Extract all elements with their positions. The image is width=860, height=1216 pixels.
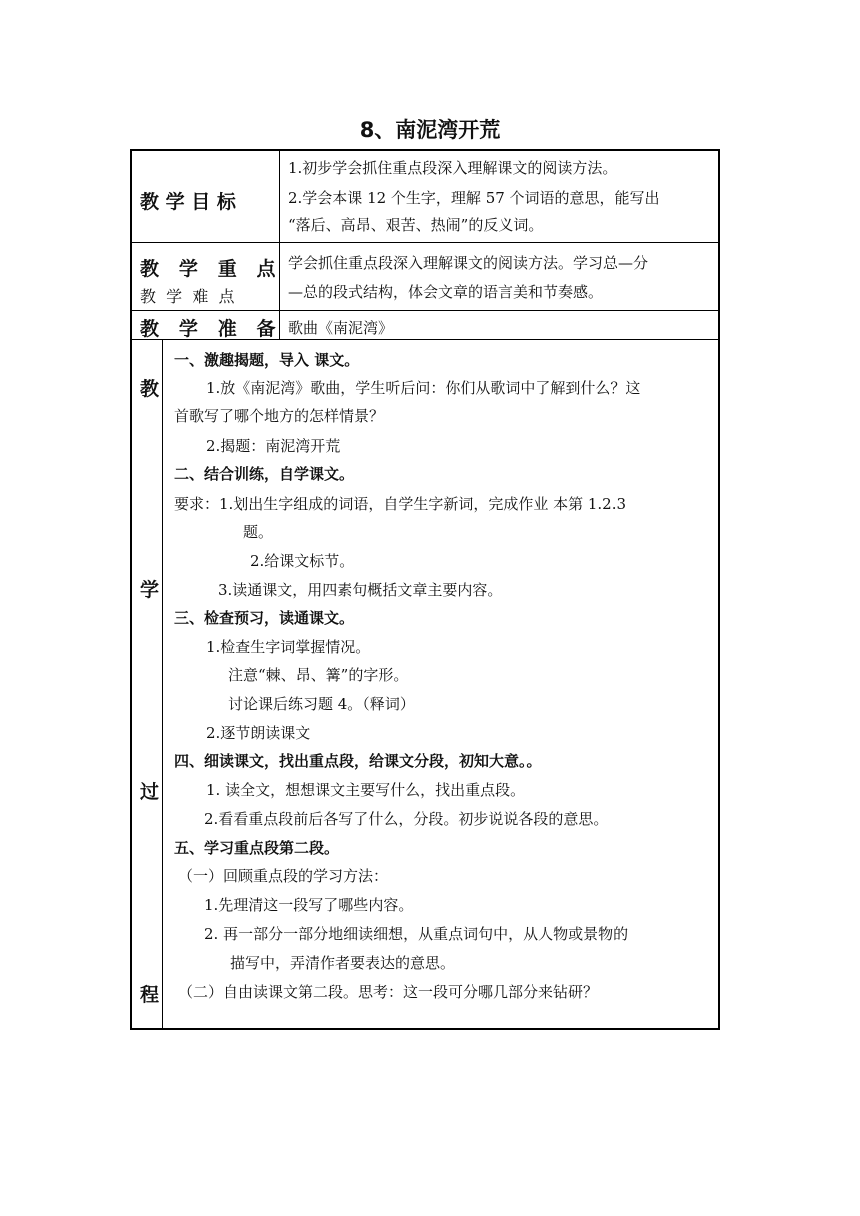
process-label-char: 教	[140, 378, 160, 400]
process-line: 2.给课文标节。	[250, 552, 355, 570]
objectives-label: 教 学 目 标	[140, 191, 236, 213]
process-line: （一）回顾重点段的学习方法：	[178, 867, 389, 885]
preparation-label: 教 学 准 备	[140, 318, 276, 340]
section-heading: 四、细读课文，找出重点段，给课文分段，初知大意。。	[174, 752, 542, 770]
objectives-line: 2.学会本课 12 个生字，理解 57 个词语的意思，能写出	[288, 189, 660, 207]
key-points-label: 教 学 重 点	[140, 258, 276, 280]
process-label-char: 学	[140, 579, 160, 601]
process-line: 1.检查生字词掌握情况。	[206, 638, 371, 656]
row-divider	[132, 310, 718, 311]
key-points-line: —总的段式结构，体会文章的语言美和节奏感。	[288, 283, 604, 301]
process-line: 1.放《南泥湾》歌曲，学生听后问：你们从歌词中了解到什么？这	[206, 379, 641, 397]
process-line: 注意“棘、昂、篝”的字形。	[228, 666, 409, 684]
process-line: 2.揭题：南泥湾开荒	[206, 437, 341, 455]
process-line: 2.逐节朗读课文	[206, 724, 311, 742]
column-divider-process	[162, 339, 163, 1030]
process-line: 1.先理清这一段写了哪些内容。	[204, 896, 414, 914]
page-title: 8、南泥湾开荒	[359, 118, 501, 142]
process-line: 要求：1.划出生字组成的词语，自学生字新词，完成作业 本第 1.2.3	[174, 495, 627, 513]
process-line: 2. 再一部分一部分地细读细想，从重点词句中，从人物或景物的	[204, 925, 629, 943]
process-line: 首歌写了哪个地方的怎样情景？	[174, 407, 385, 425]
key-points-line: 学会抓住重点段深入理解课文的阅读方法。学习总—分	[288, 254, 649, 272]
lesson-plan-table	[130, 149, 720, 1030]
process-line: 描写中，弄清作者要表达的意思。	[230, 954, 456, 972]
process-label-char: 过	[140, 781, 160, 803]
process-line: 3.读通课文，用四素句概括文章主要内容。	[218, 581, 503, 599]
process-label-char: 程	[140, 984, 160, 1006]
preparation-text: 歌曲《南泥湾》	[288, 319, 394, 337]
section-heading: 二、结合训练，自学课文。	[174, 465, 355, 483]
process-line: 题。	[243, 523, 274, 541]
difficulties-label: 教 学 难 点	[140, 287, 235, 306]
process-line: 1. 读全文，想想课文主要写什么，找出重点段。	[206, 781, 526, 799]
process-line: （二）自由读课文第二段。思考：这一段可分哪几部分来钻研？	[178, 983, 599, 1001]
objectives-line: “落后、高昂、艰苦、热闹”的反义词。	[288, 216, 544, 234]
process-line: 2.看看重点段前后各写了什么，分段。初步说说各段的意思。	[204, 810, 609, 828]
objectives-line: 1.初步学会抓住重点段深入理解课文的阅读方法。	[288, 159, 618, 177]
process-line: 讨论课后练习题 4。（释词）	[228, 695, 415, 713]
section-heading: 三、检查预习，读通课文。	[174, 609, 355, 627]
row-divider	[132, 242, 718, 243]
section-heading: 五、学习重点段第二段。	[174, 839, 340, 857]
section-heading: 一、激趣揭题，导入 课文。	[174, 351, 360, 369]
